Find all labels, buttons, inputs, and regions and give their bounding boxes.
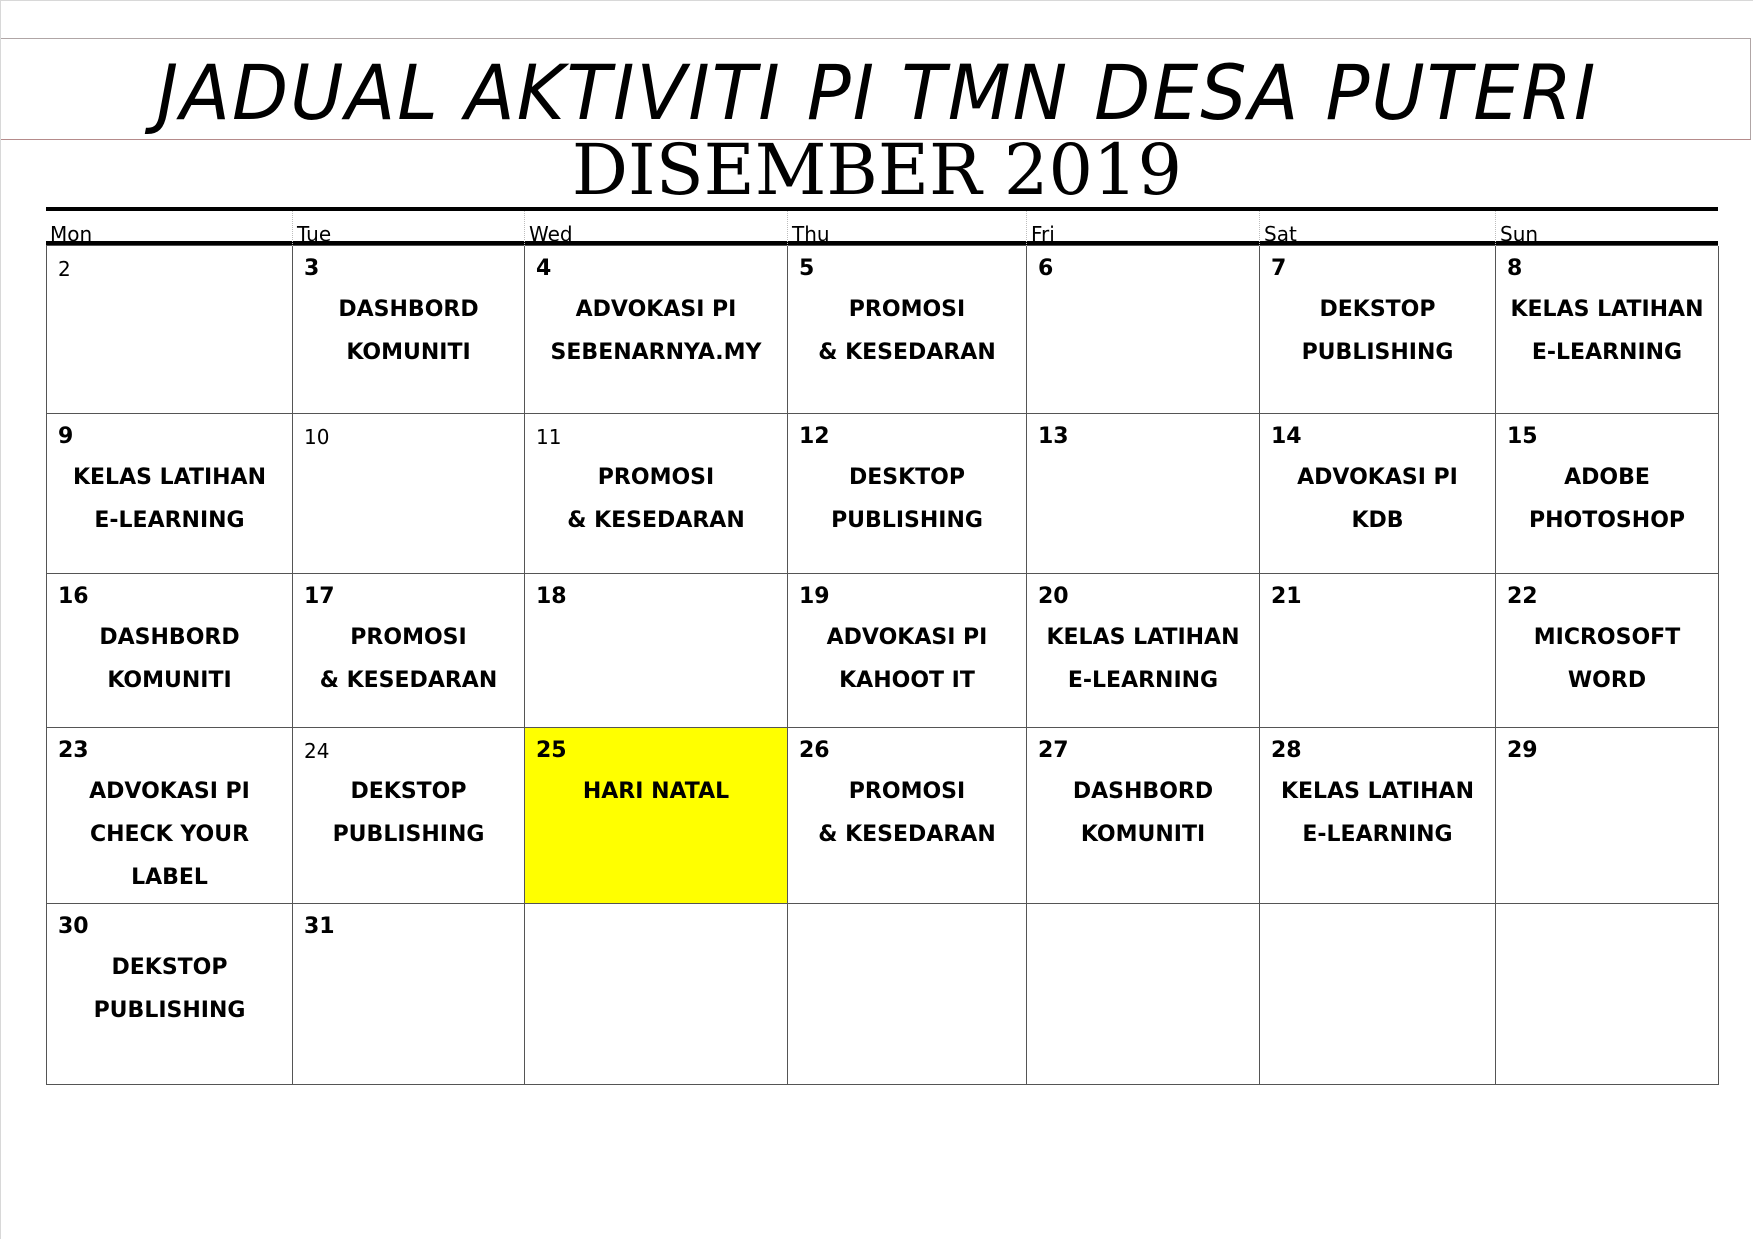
day-number: 12 — [799, 424, 830, 449]
activity-line: DESKTOP — [848, 465, 965, 490]
day-number: 19 — [799, 584, 830, 609]
day-cell-6 — [1027, 246, 1260, 414]
activity-line: & KESEDARAN — [319, 668, 498, 693]
day-cell-11 — [525, 414, 788, 574]
activity-line: PROMOSI — [848, 779, 966, 804]
activity-text — [293, 616, 524, 702]
weekday-header-row — [46, 207, 1718, 245]
day-number — [788, 912, 1026, 942]
activity-line: DEKSTOP — [111, 955, 228, 980]
day-number — [1496, 912, 1718, 942]
activity-line: KELAS LATIHAN — [1046, 625, 1240, 650]
month-subtitle: DISEMBER 2019 — [571, 129, 1183, 211]
day-cell-16 — [47, 574, 293, 728]
weekday-header-fri: Fri — [1026, 211, 1259, 246]
day-number: 8 — [1507, 256, 1523, 281]
calendar — [46, 207, 1718, 1085]
day-number: 21 — [1271, 584, 1302, 609]
activity-line: E-LEARNING — [94, 508, 245, 533]
day-number: 10 — [304, 425, 330, 449]
activity-line: KDB — [1351, 508, 1404, 533]
day-number: 11 — [536, 425, 562, 449]
activity-line: & KESEDARAN — [818, 822, 996, 847]
activity-line: ADVOKASI PI — [1297, 465, 1458, 490]
day-number: 31 — [304, 914, 335, 939]
activity-line: KOMUNITI — [346, 340, 471, 365]
activity-text — [47, 616, 292, 702]
day-cell-21 — [1260, 574, 1496, 728]
day-number: 16 — [58, 584, 89, 609]
day-cell-7 — [1260, 246, 1496, 414]
day-number: 26 — [799, 738, 830, 763]
day-number: 23 — [58, 738, 89, 763]
weekday-header-thu: Thu — [787, 211, 1026, 246]
day-cell-20 — [1027, 574, 1260, 728]
day-cell-12 — [788, 414, 1027, 574]
activity-line: & KESEDARAN — [567, 508, 745, 533]
weekday-header-tue: Tue — [292, 211, 524, 246]
activity-text — [1260, 456, 1495, 542]
activity-line: KOMUNITI — [1080, 822, 1206, 847]
day-cell-17 — [293, 574, 525, 728]
activity-line: ADOBE — [1564, 465, 1650, 490]
activity-text — [293, 770, 524, 856]
activity-text — [293, 288, 524, 374]
day-cell-24 — [293, 728, 525, 904]
activity-text — [788, 770, 1026, 856]
day-cell-15 — [1496, 414, 1719, 574]
activity-line: KELAS LATIHAN — [72, 465, 266, 490]
empty-day-cell — [1496, 904, 1719, 1085]
day-cell-26 — [788, 728, 1027, 904]
activity-line: HARI NATAL — [582, 779, 730, 804]
empty-day-cell — [788, 904, 1027, 1085]
day-number: 28 — [1271, 738, 1302, 763]
empty-day-cell — [525, 904, 788, 1085]
day-number — [1027, 912, 1259, 942]
empty-day-cell — [1260, 904, 1496, 1085]
activity-line: KELAS LATIHAN — [1510, 297, 1704, 322]
activity-text — [1260, 770, 1495, 856]
activity-line: PROMOSI — [848, 297, 966, 322]
day-cell-28 — [1260, 728, 1496, 904]
day-number — [525, 912, 787, 942]
day-cell-18 — [525, 574, 788, 728]
activity-line: DASHBORD — [338, 297, 479, 322]
activity-line: DEKSTOP — [350, 779, 467, 804]
day-cell-19 — [788, 574, 1027, 728]
activity-line: DASHBORD — [99, 625, 240, 650]
activity-text — [525, 770, 787, 813]
day-number: 17 — [304, 584, 335, 609]
day-number: 6 — [1038, 256, 1054, 281]
activity-line: PUBLISHING — [831, 508, 983, 533]
activity-line: MICROSOFT — [1533, 625, 1681, 650]
day-number: 2 — [58, 257, 71, 281]
activity-text — [1496, 456, 1718, 542]
day-cell-5 — [788, 246, 1027, 414]
activity-line: E-LEARNING — [1067, 668, 1219, 693]
activity-line: ADVOKASI PI — [89, 779, 250, 804]
activity-text — [525, 456, 787, 542]
day-cell-23 — [47, 728, 293, 904]
activity-text — [47, 456, 292, 542]
activity-line: LABEL — [131, 865, 208, 890]
day-cell-10 — [293, 414, 525, 574]
activity-line: E-LEARNING — [1302, 822, 1453, 847]
activity-line: & KESEDARAN — [818, 340, 996, 365]
weekday-header-wed: Wed — [524, 211, 787, 246]
activity-text — [525, 288, 787, 374]
activity-line: PUBLISHING — [332, 822, 485, 847]
day-cell-30 — [47, 904, 293, 1085]
day-number: 22 — [1507, 584, 1538, 609]
empty-day-cell — [1027, 904, 1260, 1085]
day-cell-9 — [47, 414, 293, 574]
activity-text — [1260, 288, 1495, 374]
day-cell-14 — [1260, 414, 1496, 574]
day-number: 14 — [1271, 424, 1302, 449]
day-number: 24 — [304, 739, 330, 763]
activity-text — [788, 288, 1026, 374]
day-number: 5 — [799, 256, 815, 281]
activity-line: KELAS LATIHAN — [1280, 779, 1474, 804]
day-cell-22 — [1496, 574, 1719, 728]
activity-line: CHECK YOUR — [89, 822, 250, 847]
day-number: 30 — [58, 914, 89, 939]
day-number: 25 — [536, 738, 567, 763]
day-number: 9 — [58, 424, 74, 449]
day-cell-25 — [525, 728, 788, 904]
activity-text — [1496, 288, 1718, 374]
day-cell-3 — [293, 246, 525, 414]
day-number: 7 — [1271, 256, 1287, 281]
day-number: 20 — [1038, 584, 1069, 609]
activity-text — [1496, 616, 1718, 702]
calendar-grid — [46, 245, 1718, 1085]
day-cell-2 — [47, 246, 293, 414]
activity-line: PUBLISHING — [1301, 340, 1454, 365]
day-number: 13 — [1038, 424, 1069, 449]
day-cell-29 — [1496, 728, 1719, 904]
activity-text — [1027, 616, 1259, 702]
activity-text — [788, 456, 1026, 542]
weekday-header-mon: Mon — [50, 222, 93, 246]
activity-line: KAHOOT IT — [839, 668, 975, 693]
activity-text — [47, 946, 292, 1032]
page-title: JADUAL AKTIVITI PI TMN DESA PUTERI — [156, 48, 1598, 137]
day-cell-8 — [1496, 246, 1719, 414]
day-number — [1260, 912, 1495, 942]
activity-line: SEBENARNYA.MY — [550, 340, 762, 365]
activity-line: PROMOSI — [597, 465, 715, 490]
activity-line: PROMOSI — [350, 625, 467, 650]
day-number: 3 — [304, 256, 320, 281]
activity-line: ADVOKASI PI — [826, 625, 988, 650]
day-number: 18 — [536, 584, 567, 609]
activity-line: DASHBORD — [1072, 779, 1214, 804]
activity-line: KOMUNITI — [107, 668, 232, 693]
activity-line: PUBLISHING — [93, 998, 246, 1023]
activity-line: ADVOKASI PI — [575, 297, 737, 322]
activity-text — [788, 616, 1026, 702]
day-number: 4 — [536, 256, 552, 281]
weekday-header-sat: Sat — [1259, 211, 1495, 246]
day-number: 29 — [1507, 738, 1538, 763]
day-cell-31 — [293, 904, 525, 1085]
day-number: 27 — [1038, 738, 1069, 763]
day-cell-4 — [525, 246, 788, 414]
day-cell-27 — [1027, 728, 1260, 904]
activity-line: DEKSTOP — [1319, 297, 1436, 322]
day-number: 15 — [1507, 424, 1538, 449]
activity-text — [47, 770, 292, 899]
activity-text — [1027, 770, 1259, 856]
activity-line: WORD — [1567, 668, 1647, 693]
activity-line: E-LEARNING — [1531, 340, 1683, 365]
activity-line: PHOTOSHOP — [1528, 508, 1686, 533]
weekday-header-sun: Sun — [1495, 211, 1718, 246]
day-cell-13 — [1027, 414, 1260, 574]
